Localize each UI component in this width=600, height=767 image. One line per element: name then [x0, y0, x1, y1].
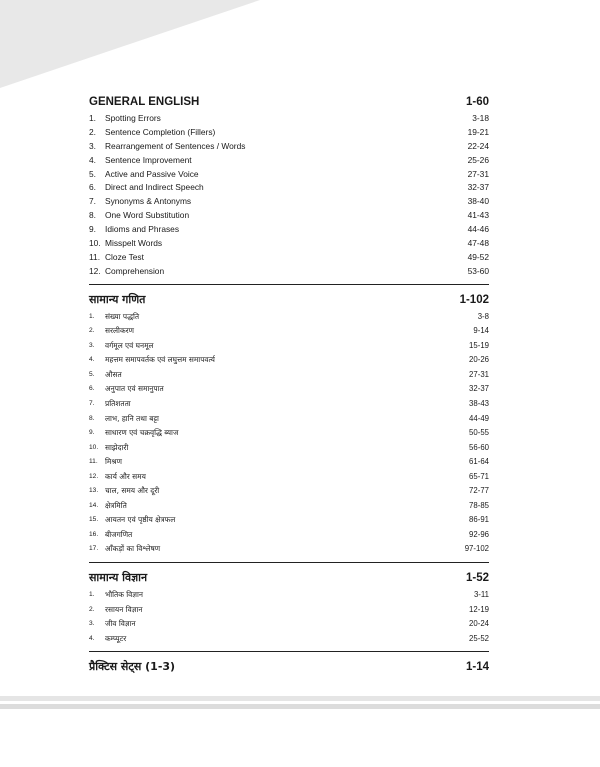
item-pages: 72-77: [469, 486, 489, 496]
list-item: [89, 382, 489, 397]
section-page-range: 1-14: [465, 661, 489, 674]
item-pages: 19-21: [467, 126, 489, 137]
item-pages: 44-46: [467, 224, 489, 235]
item-label: Sentence Completion (Fillers): [105, 126, 216, 137]
item-label: महत्तम समापवर्तक एवं लघुत्तम समापवर्त्य: [105, 355, 215, 365]
section-divider: [89, 562, 489, 563]
decorative-corner-shape: [0, 0, 600, 100]
item-number: 9.: [89, 224, 96, 235]
item-pages: 25-26: [467, 154, 489, 165]
item-number: 4.: [89, 154, 96, 165]
item-number: 15.: [89, 516, 99, 524]
item-label: Active and Passive Voice: [105, 168, 199, 179]
section-title: GENERAL ENGLISH: [89, 96, 200, 108]
item-pages: 97-102: [464, 544, 489, 554]
list-item: [89, 588, 489, 603]
list-item: [89, 484, 489, 499]
item-pages: 92-96: [469, 529, 489, 539]
item-label: आँकड़ों का विश्लेषण: [105, 544, 161, 554]
item-label: सरलीकरण: [105, 326, 134, 336]
item-number: 5.: [89, 168, 96, 179]
section-divider: [89, 651, 489, 652]
list-item: [89, 426, 489, 441]
item-number: 2.: [89, 327, 95, 335]
item-label: जीव विज्ञान: [105, 619, 136, 629]
item-number: 1.: [89, 590, 95, 598]
item-pages: 53-60: [467, 265, 489, 276]
list-item: [89, 140, 489, 154]
item-label: क्षेत्रमिति: [105, 500, 127, 510]
list-item: [89, 470, 489, 485]
item-number: 12.: [89, 472, 99, 480]
list-item: [89, 455, 489, 470]
item-number: 2.: [89, 605, 95, 613]
list-item: [89, 265, 489, 279]
item-label: वर्गमूल एवं घनमूल: [105, 340, 154, 350]
item-pages: 38-43: [469, 398, 489, 408]
list-item: [89, 542, 489, 557]
item-pages: 86-91: [469, 515, 489, 525]
item-pages: 3-11: [473, 589, 489, 599]
list-item: [89, 617, 489, 632]
item-list: [89, 588, 489, 646]
section-page-range: 1-52: [465, 571, 489, 584]
list-item: [89, 126, 489, 140]
section-divider: [89, 284, 489, 285]
item-label: प्रतिशतता: [105, 398, 131, 408]
item-pages: 25-52: [469, 633, 489, 643]
item-number: 10.: [89, 443, 99, 451]
section-header: [89, 570, 489, 586]
item-label: संख्या पद्धति: [105, 311, 140, 321]
item-number: 6.: [89, 385, 95, 393]
list-item: [89, 324, 489, 339]
item-number: 3.: [89, 620, 95, 628]
item-label: रसायन विज्ञान: [105, 604, 143, 614]
section-page-range: 1-102: [459, 293, 489, 306]
item-pages: 56-60: [469, 442, 489, 452]
item-number: 4.: [89, 634, 95, 642]
item-pages: 44-49: [469, 413, 489, 423]
list-item: [89, 441, 489, 456]
item-pages: 38-40: [467, 196, 489, 207]
item-pages: 9-14: [473, 326, 489, 336]
list-item: [89, 209, 489, 223]
footer-decorative-bars: [0, 696, 600, 709]
item-number: 6.: [89, 182, 96, 193]
list-item: [89, 237, 489, 251]
list-item: [89, 397, 489, 412]
item-pages: 78-85: [469, 500, 489, 510]
item-pages: 15-19: [469, 340, 489, 350]
section-header: [89, 292, 489, 308]
item-label: Comprehension: [105, 265, 165, 276]
list-item: [89, 223, 489, 237]
item-pages: 32-37: [469, 384, 489, 394]
item-pages: 27-31: [467, 168, 489, 179]
section-practice-sets: [89, 659, 489, 675]
item-number: 12.: [89, 265, 101, 276]
list-item: [89, 412, 489, 427]
item-pages: 50-55: [469, 428, 489, 438]
item-pages: 27-31: [469, 369, 489, 379]
item-label: Cloze Test: [105, 251, 144, 262]
item-label: भौतिक विज्ञान: [105, 589, 144, 599]
section-page-range: 1-60: [465, 96, 489, 108]
item-label: Rearrangement of Sentences / Words: [105, 140, 246, 151]
list-item: [89, 112, 489, 126]
list-item: [89, 632, 489, 647]
item-number: 5.: [89, 370, 95, 378]
list-item: [89, 368, 489, 383]
section-header: [89, 94, 489, 110]
item-pages: 20-26: [469, 355, 489, 365]
list-item: [89, 251, 489, 265]
item-pages: 65-71: [469, 471, 489, 481]
item-label: साधारण एवं चक्रवृद्धि ब्याज: [105, 428, 179, 438]
item-label: आयतन एवं पृष्ठीय क्षेत्रफल: [105, 515, 176, 525]
item-pages: 61-64: [469, 457, 489, 467]
item-number: 7.: [89, 196, 96, 207]
list-item: [89, 499, 489, 514]
item-number: 16.: [89, 530, 99, 538]
item-pages: 3-18: [472, 113, 489, 123]
item-number: 14.: [89, 501, 99, 509]
item-pages: 12-19: [469, 604, 489, 614]
list-item: [89, 195, 489, 209]
list-item: [89, 168, 489, 182]
item-pages: 41-43: [467, 210, 489, 221]
item-label: साझेदारी: [105, 442, 129, 452]
item-label: चाल, समय और दूरी: [105, 486, 160, 496]
item-number: 9.: [89, 429, 95, 437]
item-list: [89, 112, 489, 279]
item-label: औसत: [105, 369, 122, 379]
section-general-maths: [89, 292, 489, 557]
item-pages: 49-52: [467, 251, 489, 262]
item-pages: 20-24: [469, 619, 489, 629]
item-label: Sentence Improvement: [105, 154, 192, 165]
item-number: 10.: [89, 238, 101, 249]
section-title: सामान्य गणित: [89, 292, 146, 306]
item-pages: 22-24: [467, 140, 489, 151]
item-label: कार्य और समय: [105, 471, 146, 481]
section-title: सामान्य विज्ञान: [89, 570, 148, 584]
list-item: [89, 154, 489, 168]
item-label: Direct and Indirect Speech: [105, 182, 204, 193]
item-label: मिश्रण: [105, 457, 122, 467]
item-number: 13.: [89, 487, 99, 495]
item-label: अनुपात एवं समानुपात: [105, 384, 164, 394]
list-item: [89, 310, 489, 325]
footer-bar: [0, 704, 600, 709]
item-label: बीजगणित: [105, 529, 133, 539]
list-item: [89, 181, 489, 195]
item-pages: 47-48: [467, 238, 489, 249]
section-title: प्रैक्टिस सेट्स (1-3): [89, 660, 176, 674]
item-pages: 3-8: [477, 311, 489, 321]
item-label: Spotting Errors: [105, 113, 161, 123]
item-pages: 32-37: [467, 182, 489, 193]
item-label: Idioms and Phrases: [105, 224, 180, 235]
item-list: [89, 310, 489, 557]
item-number: 8.: [89, 414, 95, 422]
item-number: 11.: [89, 251, 101, 262]
item-number: 17.: [89, 545, 99, 553]
item-number: 8.: [89, 210, 96, 221]
item-label: One Word Substitution: [105, 210, 190, 221]
section-header: [89, 659, 489, 675]
list-item: [89, 339, 489, 354]
item-number: 3.: [89, 341, 95, 349]
item-label: Synonyms & Antonyms: [105, 196, 192, 207]
table-of-contents: [89, 94, 489, 677]
item-number: 7.: [89, 399, 95, 407]
item-number: 2.: [89, 126, 96, 137]
item-label: कम्प्यूटर: [105, 633, 127, 643]
item-number: 3.: [89, 140, 96, 151]
item-label: लाभ, हानि तथा बट्टा: [105, 413, 159, 423]
list-item: [89, 353, 489, 368]
item-number: 1.: [89, 312, 95, 320]
section-general-science: [89, 570, 489, 646]
item-number: 4.: [89, 356, 95, 364]
item-number: 1.: [89, 113, 96, 123]
section-general-english: [89, 94, 489, 279]
list-item: [89, 513, 489, 528]
list-item: [89, 603, 489, 618]
item-label: Misspelt Words: [105, 238, 163, 249]
item-number: 11.: [89, 458, 98, 466]
list-item: [89, 528, 489, 543]
